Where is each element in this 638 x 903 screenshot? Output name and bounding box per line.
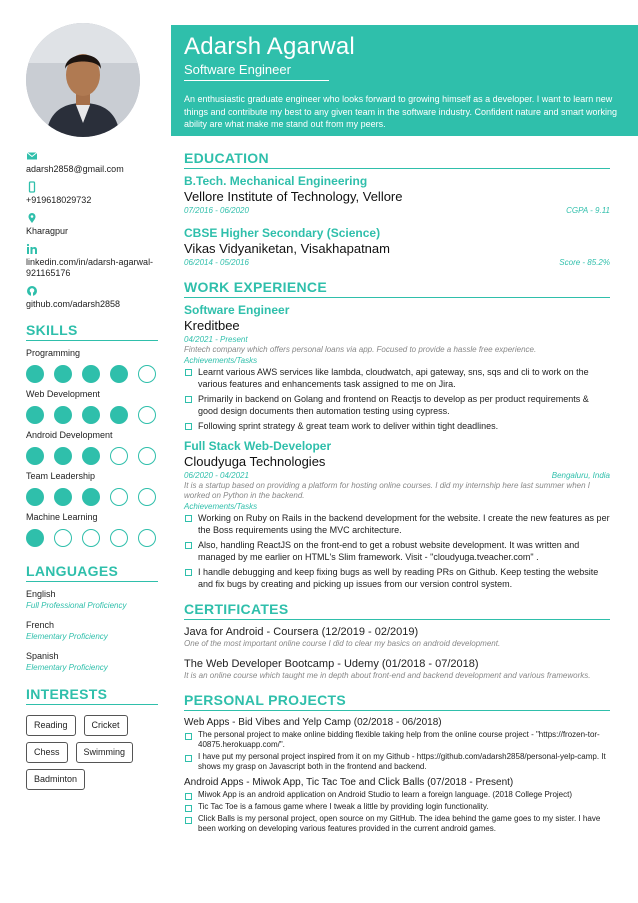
rating-dot-empty bbox=[138, 365, 156, 383]
work-item bbox=[184, 439, 610, 590]
job-meta bbox=[184, 470, 610, 481]
skill-name: Web Development bbox=[26, 389, 100, 399]
education-score: Score - 85.2% bbox=[559, 258, 610, 267]
skill-name: Programming bbox=[26, 348, 81, 358]
interest-tag: Chess bbox=[26, 742, 68, 763]
rating-dot-filled bbox=[82, 406, 100, 424]
skill-rating bbox=[26, 406, 158, 424]
phone-icon bbox=[26, 181, 38, 193]
education-title: CBSE Higher Secondary (Science) bbox=[184, 226, 381, 240]
project-title: Web Apps - Bid Vibes and Yelp Camp (02/2018 - 06/2018) bbox=[184, 717, 442, 728]
profile-photo bbox=[26, 23, 140, 137]
job-meta bbox=[184, 334, 610, 345]
certificate-item bbox=[184, 625, 610, 649]
project-bullet: Click Balls is my personal project, open source on my GitHub. The idea behind the game goes to my sister. I have been working on developing various features provided in the current android games. bbox=[184, 814, 610, 834]
contact-linkedin bbox=[26, 243, 158, 279]
candidate-role: Software Engineer bbox=[184, 62, 329, 81]
job-dates: 04/2021 - Present bbox=[184, 335, 248, 344]
linkedin-icon bbox=[26, 243, 38, 255]
projects-heading: PERSONAL PROJECTS bbox=[184, 692, 610, 711]
education-item bbox=[184, 226, 610, 268]
rating-dot-filled bbox=[26, 365, 44, 383]
achievement-list bbox=[184, 512, 610, 590]
rating-dot-filled bbox=[26, 529, 44, 547]
certificates-list bbox=[184, 625, 610, 681]
certificates-heading: CERTIFICATES bbox=[184, 601, 610, 620]
skills-list bbox=[26, 348, 158, 547]
rating-dot-filled bbox=[26, 406, 44, 424]
contact-github bbox=[26, 285, 158, 310]
education-school: Vellore Institute of Technology, Vellore bbox=[184, 189, 403, 204]
skill-item bbox=[26, 512, 158, 547]
certificate-item bbox=[184, 657, 610, 681]
education-score: CGPA - 9.11 bbox=[566, 206, 610, 215]
skill-rating bbox=[26, 447, 158, 465]
rating-dot-empty bbox=[110, 488, 128, 506]
achievements-label: Achievements/Tasks bbox=[184, 502, 258, 511]
rating-dot-filled bbox=[110, 406, 128, 424]
location-text: Kharagpur bbox=[26, 226, 69, 236]
contact-phone bbox=[26, 181, 158, 206]
project-bullet: I have put my personal project inspired from it on my Github - https://github.com/adarsh2858/personal-yelp-camp. It shows my grasp on Javascript both in the frontend and backend. bbox=[184, 752, 610, 772]
rating-dot-filled bbox=[26, 488, 44, 506]
contact-location bbox=[26, 212, 158, 237]
language-level: Elementary Proficiency bbox=[26, 663, 108, 672]
rating-dot-empty bbox=[138, 529, 156, 547]
achievement-list bbox=[184, 366, 610, 432]
education-list bbox=[184, 174, 610, 268]
interests-list bbox=[26, 715, 166, 790]
rating-dot-filled bbox=[82, 365, 100, 383]
rating-dot-empty bbox=[138, 447, 156, 465]
work-list bbox=[184, 303, 610, 590]
interest-tag: Swimming bbox=[76, 742, 134, 763]
job-dates: 06/2020 - 04/2021 bbox=[184, 471, 249, 480]
rating-dot-filled bbox=[54, 447, 72, 465]
language-name: Spanish bbox=[26, 651, 59, 661]
languages-heading: LANGUAGES bbox=[26, 563, 158, 582]
email-icon bbox=[26, 150, 38, 162]
interests-heading: INTERESTS bbox=[26, 686, 158, 705]
github-icon bbox=[26, 285, 38, 297]
job-description: Fintech company which offers personal loans via app. Focused to provide a hassle free experience. bbox=[184, 345, 537, 354]
achievement-item: I handle debugging and keep fixing bugs as well by reading PRs on Github. Keep testing the website and fix bugs by creating and picking up issues from our version control system. bbox=[184, 566, 610, 590]
skills-heading: SKILLS bbox=[26, 322, 158, 341]
certificate-title: The Web Developer Bootcamp - Udemy (01/2018 - 07/2018) bbox=[184, 658, 479, 670]
skill-item bbox=[26, 471, 158, 506]
certificate-title: Java for Android - Coursera (12/2019 - 02/2019) bbox=[184, 626, 419, 638]
candidate-name: Adarsh Agarwal bbox=[184, 33, 355, 60]
job-description: It is a startup based on providing a platform for hosting online courses. I did my internship here last summer when I worked on Python in the backend. bbox=[184, 481, 590, 500]
skill-name: Team Leadership bbox=[26, 471, 96, 481]
rating-dot-empty bbox=[138, 406, 156, 424]
education-dates: 07/2016 - 06/2020 bbox=[184, 206, 249, 215]
work-heading: WORK EXPERIENCE bbox=[184, 279, 610, 298]
education-title: B.Tech. Mechanical Engineering bbox=[184, 174, 368, 188]
rating-dot-empty bbox=[82, 529, 100, 547]
achievement-item: Primarily in backend on Golang and frontend on Reactjs to develop as per product requirements & good design documents then automation testing using cypress. bbox=[184, 393, 610, 417]
language-level: Elementary Proficiency bbox=[26, 632, 108, 641]
language-level: Full Professional Proficiency bbox=[26, 601, 127, 610]
job-title: Software Engineer bbox=[184, 303, 290, 317]
education-meta bbox=[184, 257, 610, 268]
project-bullet: Tic Tac Toe is a famous game where I tweak a little by providing login functionality. bbox=[184, 802, 610, 812]
skill-rating bbox=[26, 365, 158, 383]
interest-tag: Reading bbox=[26, 715, 76, 736]
achievement-item: Learnt various AWS services like lambda, cloudwatch, api gateway, sns, sqs and cli to work on the various features and enhancements task assigned to me on Jira. bbox=[184, 366, 610, 390]
achievements-label: Achievements/Tasks bbox=[184, 356, 258, 365]
phone-text[interactable]: +919618029732 bbox=[26, 195, 92, 205]
project-title: Android Apps - Miwok App, Tic Tac Toe and Click Balls (07/2018 - Present) bbox=[184, 777, 514, 788]
company-name: Kreditbee bbox=[184, 318, 240, 333]
achievement-item: Working on Ruby on Rails in the backend development for the website. I create the new features as per the Boss requirements using the MVC architecture. bbox=[184, 512, 610, 536]
rating-dot-empty bbox=[110, 447, 128, 465]
location-icon bbox=[26, 212, 38, 224]
language-item bbox=[26, 589, 158, 611]
company-name: Cloudyuga Technologies bbox=[184, 454, 326, 469]
rating-dot-empty bbox=[110, 529, 128, 547]
projects-list bbox=[184, 716, 610, 834]
skill-item bbox=[26, 430, 158, 465]
certificate-description: It is an online course which taught me in depth about front-end and backend development and various frameworks. bbox=[184, 671, 591, 680]
skill-item bbox=[26, 389, 158, 424]
project-bullet: Miwok App is an android application on Android Studio to learn a foreign language. (2018 College Project) bbox=[184, 790, 610, 800]
interest-tag: Badminton bbox=[26, 769, 85, 790]
summary-text: An enthusiastic graduate engineer who looks forward to growing himself as a developer. I want to learn new things and contribute my best to any given team in the software industry. Confident nature and smart working ability are what make me stand out from my peers. bbox=[184, 94, 618, 129]
education-heading: EDUCATION bbox=[184, 150, 610, 169]
email-text[interactable]: adarsh2858@gmail.com bbox=[26, 164, 124, 174]
achievement-item: Also, handling ReactJS on the front-end to get a robust website development. It was written and managed by me earlier on HTML's Slim framework. Visit - "cloudyuga.tveacher.com" . bbox=[184, 539, 610, 563]
interest-tag: Cricket bbox=[84, 715, 128, 736]
education-dates: 06/2014 - 05/2016 bbox=[184, 258, 249, 267]
rating-dot-filled bbox=[54, 488, 72, 506]
github-text[interactable]: github.com/adarsh2858 bbox=[26, 299, 121, 309]
main-content bbox=[184, 150, 610, 836]
education-meta bbox=[184, 205, 610, 216]
rating-dot-filled bbox=[26, 447, 44, 465]
project-bullets bbox=[184, 730, 610, 772]
skill-name: Android Development bbox=[26, 430, 113, 440]
rating-dot-filled bbox=[82, 488, 100, 506]
header-banner bbox=[171, 25, 638, 136]
rating-dot-empty bbox=[138, 488, 156, 506]
education-item bbox=[184, 174, 610, 216]
project-bullets bbox=[184, 790, 610, 834]
sidebar bbox=[26, 150, 158, 790]
job-title: Full Stack Web-Developer bbox=[184, 439, 332, 453]
language-name: English bbox=[26, 589, 56, 599]
job-location: Bengaluru, India bbox=[551, 471, 610, 480]
language-name: French bbox=[26, 620, 55, 630]
education-school: Vikas Vidyaniketan, Visakhapatnam bbox=[184, 241, 390, 256]
skill-name: Machine Learning bbox=[26, 512, 98, 522]
skill-rating bbox=[26, 488, 158, 506]
linkedin-text[interactable]: linkedin.com/in/adarsh-agarwal-921165176 bbox=[26, 257, 154, 278]
rating-dot-filled bbox=[82, 447, 100, 465]
project-item bbox=[184, 776, 610, 834]
contact-email bbox=[26, 150, 158, 175]
languages-list bbox=[26, 589, 158, 673]
skill-rating bbox=[26, 529, 158, 547]
rating-dot-filled bbox=[54, 406, 72, 424]
certificate-description: One of the most important online course I did to clear my basics on android development. bbox=[184, 639, 501, 648]
achievement-item: Following sprint strategy & great team work to deliver within tight deadlines. bbox=[184, 420, 610, 432]
rating-dot-empty bbox=[54, 529, 72, 547]
rating-dot-filled bbox=[54, 365, 72, 383]
rating-dot-filled bbox=[110, 365, 128, 383]
language-item bbox=[26, 620, 158, 642]
language-item bbox=[26, 651, 158, 673]
skill-item bbox=[26, 348, 158, 383]
work-item bbox=[184, 303, 610, 432]
project-item bbox=[184, 716, 610, 772]
project-bullet: The personal project to make online bidding flexible taking help from the online course project - "https://frozen-tor-40875.herokuapp.com/". bbox=[184, 730, 610, 750]
